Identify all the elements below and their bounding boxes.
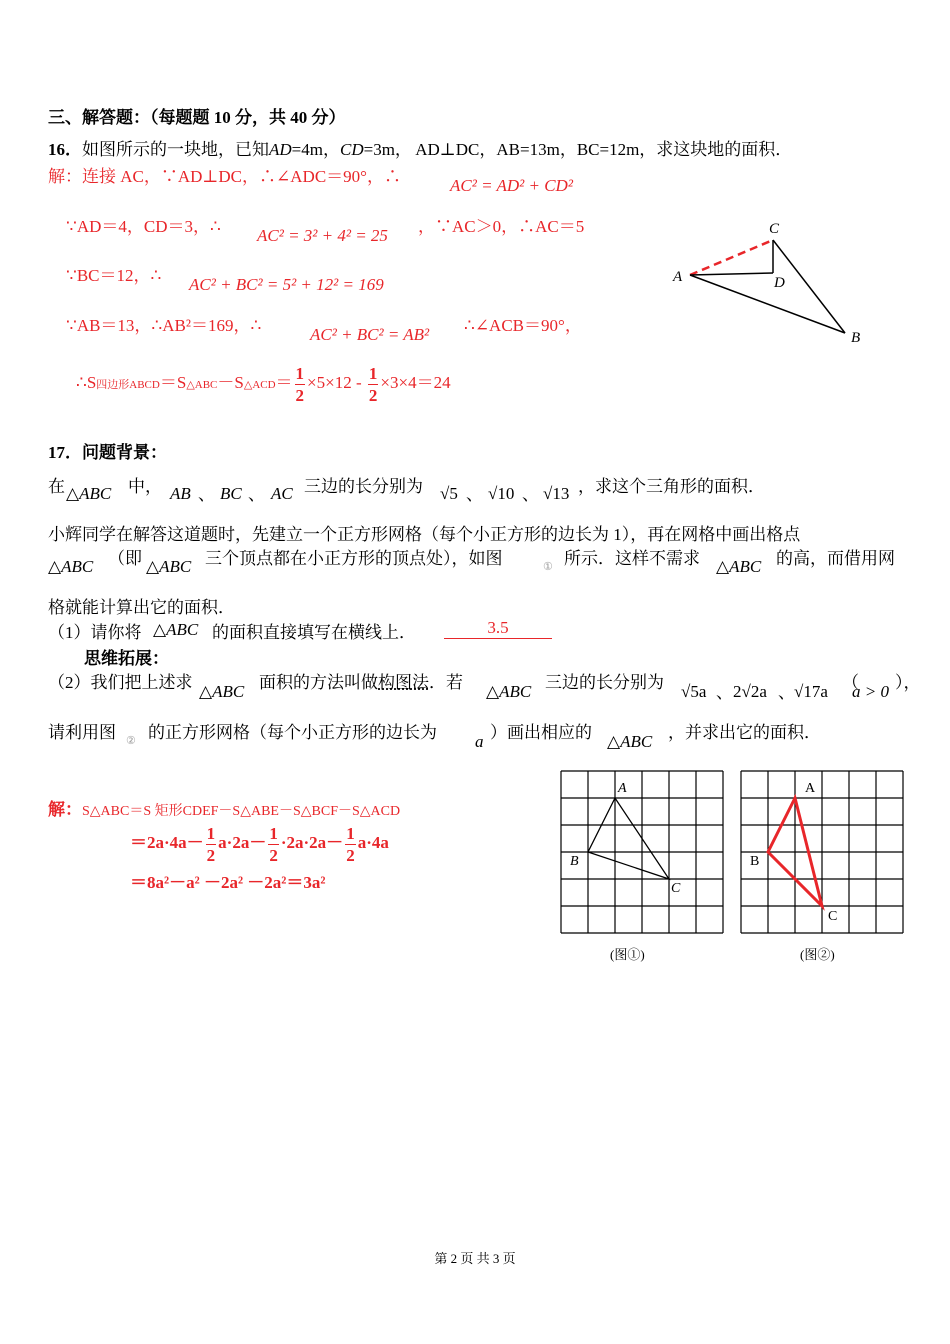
q16-sol-line4b: ∴∠ACB＝90°， [464,316,582,335]
fraction-half: $\frac{1}{2}$ [368,363,378,405]
grid-figure-2 [740,770,905,935]
q17-para4: 格就能计算出它的面积． [48,598,235,617]
q17-sol-line2: ＝2a·4a－ $\frac{1}{2}$ a·2a－ $\frac{1}{2}$ ·2a·2a－ $\frac{1}{2}$ a·4a [130,823,389,865]
sqrt-5: √5 [440,484,458,503]
page-footer: 第 2 页 共 3 页 [434,1251,516,1266]
q16-sol-line2b: ，∵AC＞0，∴AC＝5 [418,217,585,236]
q16-sol-line3: ∵BC＝12，∴ [66,266,162,285]
grid-lines [561,771,723,933]
fig1-ref: ① [543,561,553,573]
grid-figure-1 [560,770,725,935]
side-ab: AB [170,484,191,503]
q16-formula4: AC² + BC² = AB² [310,325,430,344]
q16-triangle-figure [665,215,875,350]
grid-lines [741,771,903,933]
label-c: C [769,221,780,237]
triangle-abc-1 [588,798,669,879]
fraction-half: $\frac{1}{2}$ [295,363,305,405]
q16-sol-line1: 解：连接 AC，∵AD⊥DC，∴∠ADC＝90°，∴ [48,167,401,186]
q16-number: 16． [48,140,82,159]
fig2-ref: ② [126,735,136,747]
q16-formula2: AC² = 3² + 4² = 25 [257,226,388,245]
q16-formula3: AC² + BC² = 5² + 12² = 169 [189,275,384,294]
side-sqrt5a: √5a [681,682,707,701]
side-ac: AC [271,484,293,503]
q17-sol-line3: ＝8a²－a² －2a² －2a²＝3a² [130,873,326,892]
grid2-label-c: C [828,909,838,924]
grid2-label-b: B [750,854,760,869]
think-heading: 思维拓展： [84,649,169,668]
q1-answer-blank: 3.5 [444,618,552,639]
segment-ac [690,240,773,275]
side-bc: BC [220,484,242,503]
sqrt-10: √10 [488,484,515,503]
grid2-label-a: A [805,781,816,796]
fig2-caption: (图②) [800,947,835,962]
label-b: B [851,330,861,346]
q16-formula1: AC² = AD² + CD² [450,176,573,195]
label-d: D [774,275,785,291]
q16-statement: 16．如图所示的一块地，已知AD=4m，CD=3m， AD⊥DC，AB=13m，BC=12m，求这块地的面积． [48,140,793,159]
grid1-label-b: B [570,854,579,869]
q17-para1-a: 在 [48,477,65,496]
q16-sol-line2: ∵AD＝4，CD＝3，∴ [66,217,221,236]
side-sqrt17a: √17a [794,682,828,701]
q16-sol-line4: ∵AB＝13，∴AB²＝169，∴ [66,316,262,335]
section-title: 三、解答题：（每题题 10 分，共 40 分） [48,108,346,127]
q17-sol-line1: 解：S△ABC＝S 矩形CDEF－S△ABE－S△BCF－S△ACD [48,800,401,819]
grid1-label-c: C [671,881,681,896]
label-a: A [673,269,683,285]
segment-ad [690,273,773,275]
fig1-caption: (图①) [610,947,645,962]
sqrt-13: √13 [543,484,570,503]
side-2sqrt2a: 2√2a [733,682,767,701]
grid1-label-a: A [618,781,627,796]
q16-sol-line5: ∴S四边形ABCD＝S△ABC－S△ACD＝ $\frac{1}{2}$ ×5×12 - $\frac{1}{2}$ ×3×4＝24 [76,363,451,405]
tri-abc: △ABC [66,484,112,503]
q17-para2: 小辉同学在解答这道题时，先建立一个正方形网格（每个小正方形的边长为 1），再在网格中画出格点 [48,525,801,544]
q17-heading: 17．问题背景： [48,443,167,462]
